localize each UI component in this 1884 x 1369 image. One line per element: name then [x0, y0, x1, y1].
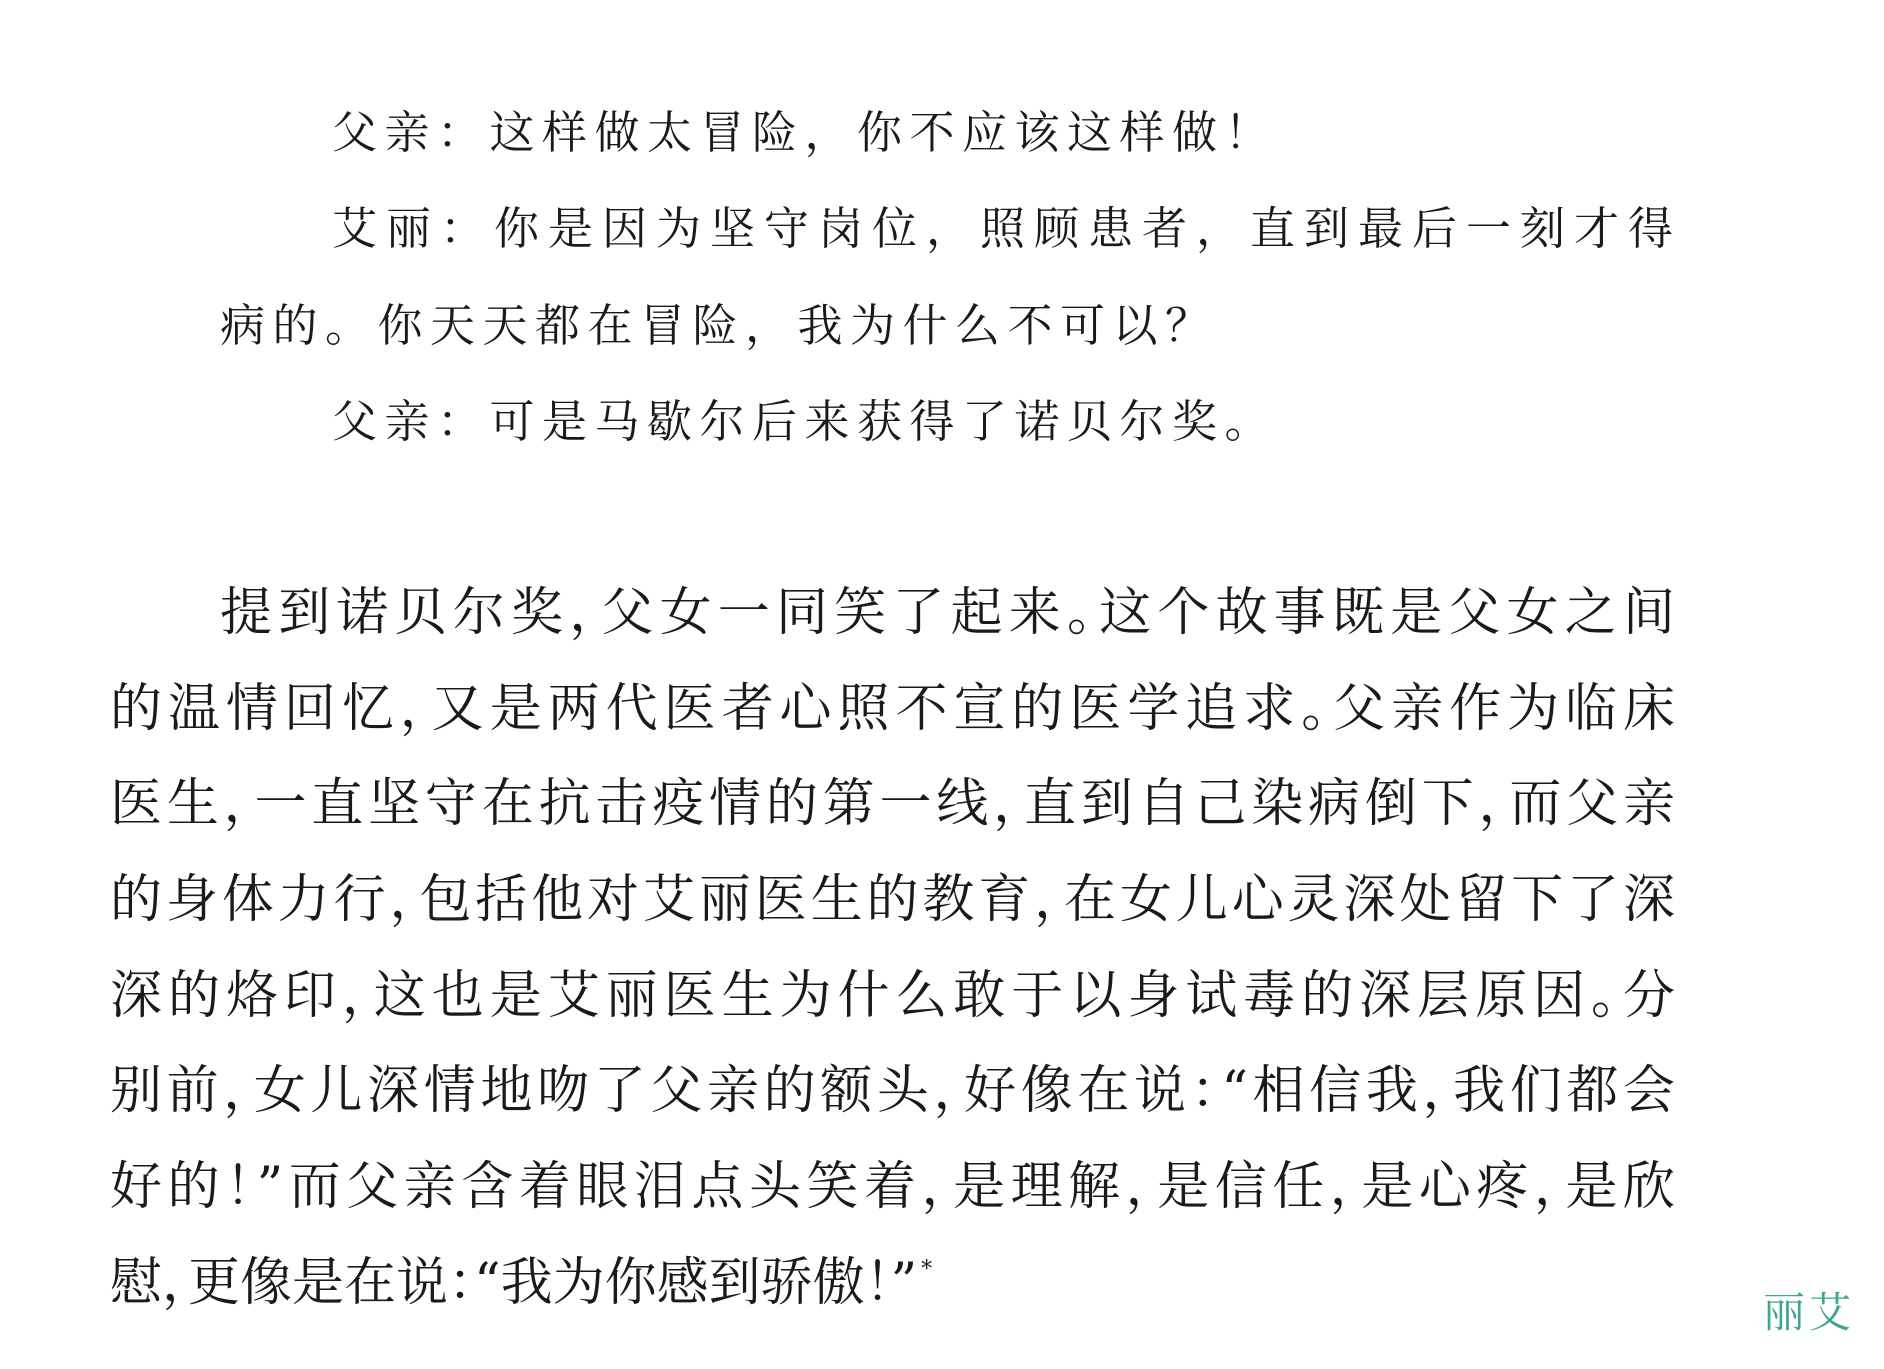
body-paragraph: [110, 566, 1675, 1332]
dialogue-block: [220, 85, 1673, 470]
paragraph-line: 好的！”而父亲含着眼泪点头笑着，是理解，是信任，是心疼，是欣: [110, 1157, 1675, 1218]
side-tab-label: 艾丽: [1757, 1290, 1852, 1336]
paragraph-last-line: [110, 1236, 1675, 1332]
dialogue-line: 病的。你天天都在冒险，我为什么不可以？: [220, 298, 1218, 352]
paragraph-line: 别前，女儿深情地吻了父亲的额头，好像在说：“相信我，我们都会: [110, 1061, 1675, 1122]
dialogue-line: 艾丽：你是因为坚守岗位，照顾患者，直到最后一刻才得: [332, 202, 1673, 256]
paragraph-line: 深的烙印，这也是艾丽医生为什么敢于以身试毒的深层原因。分: [110, 965, 1675, 1026]
paragraph-line: 提到诺贝尔奖，父女一同笑了起来。这个故事既是父女之间: [220, 583, 1675, 643]
paragraph-line: 医生，一直坚守在抗击疫情的第一线，直到自己染病倒下，而父亲: [110, 774, 1675, 835]
paragraph-line: 的温情回忆，又是两代医者心照不宣的医学追求。父亲作为临床: [110, 678, 1675, 739]
dialogue-line: 父亲：这样做太冒险，你不应该这样做！: [332, 106, 1278, 159]
paragraph-line-text: 慰，更像是在说：“我为你感到骄傲！”: [110, 1252, 918, 1313]
footnote-marker: *: [921, 1256, 933, 1282]
paragraph-line: 的身体力行，包括他对艾丽医生的教育，在女儿心灵深处留下了深: [110, 870, 1675, 931]
dialogue-line: 父亲：可是马歇尔后来获得了诺贝尔奖。: [332, 394, 1278, 448]
side-tab: [1757, 1290, 1852, 1369]
